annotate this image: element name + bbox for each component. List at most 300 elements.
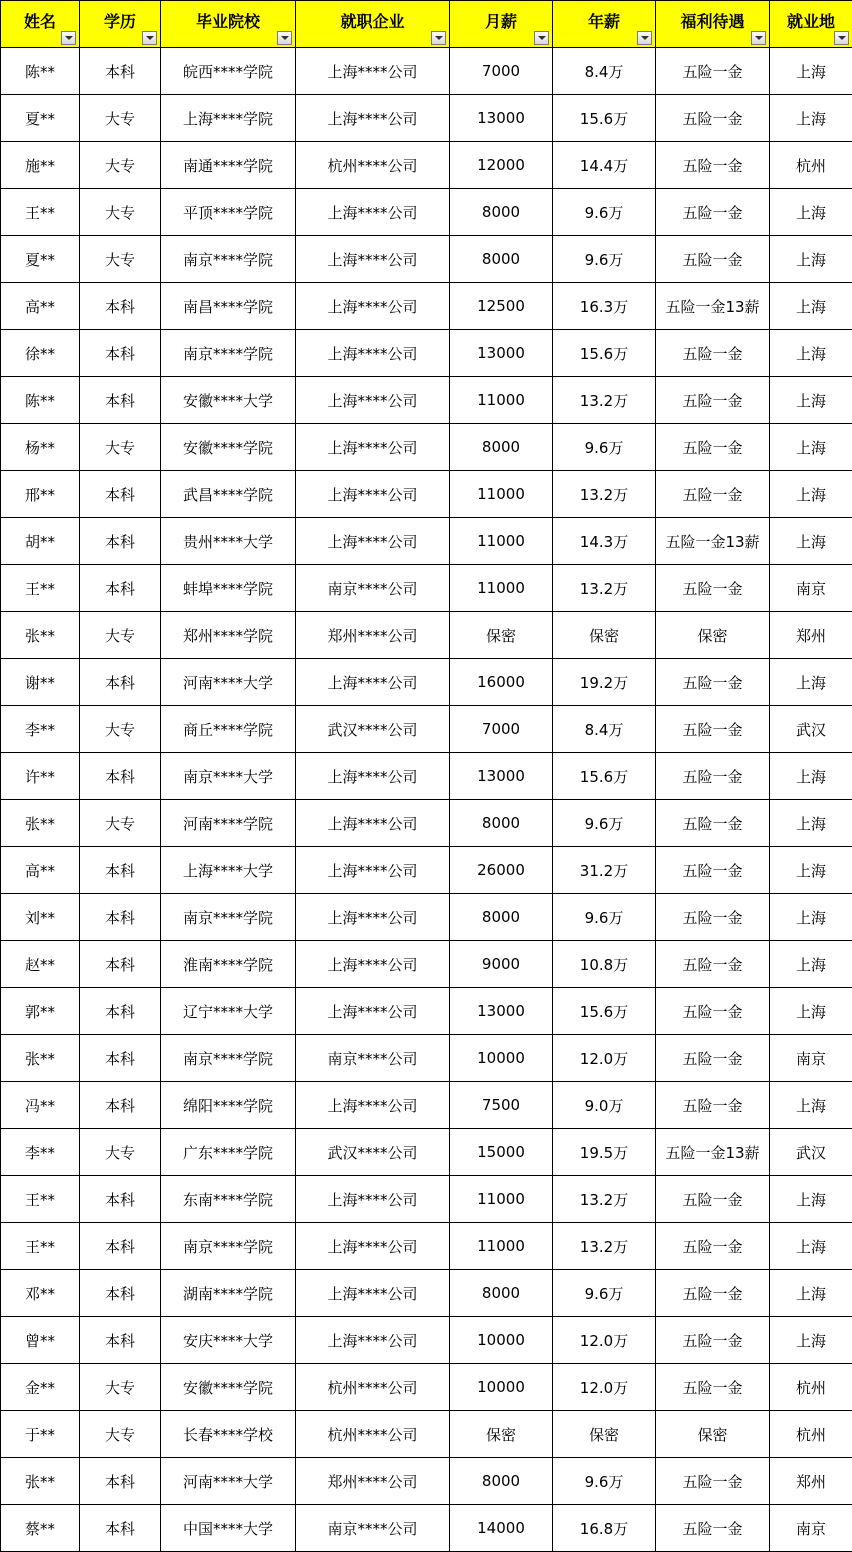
cell-company[interactable]: 武汉****公司 [296, 1129, 450, 1176]
cell-annual-salary[interactable]: 13.2万 [553, 377, 656, 424]
cell-location[interactable]: 南京 [770, 565, 852, 612]
table-row [1, 894, 852, 941]
table-row [1, 1129, 852, 1176]
cell-benefits[interactable]: 五险一金 [656, 142, 770, 189]
cell-school[interactable]: 河南****大学 [161, 1458, 296, 1505]
cell-school[interactable]: 南京****学院 [161, 1223, 296, 1270]
filter-dropdown-button[interactable] [277, 31, 292, 45]
cell-benefits[interactable]: 五险一金 [656, 1505, 770, 1552]
cell-name[interactable]: 郭** [1, 988, 80, 1035]
cell-education[interactable]: 大专 [80, 424, 161, 471]
cell-location[interactable]: 上海 [770, 424, 852, 471]
cell-monthly-salary[interactable]: 8000 [450, 894, 553, 941]
cell-monthly-salary[interactable]: 10000 [450, 1364, 553, 1411]
cell-benefits[interactable]: 五险一金 [656, 1364, 770, 1411]
cell-school[interactable]: 郑州****学院 [161, 612, 296, 659]
cell-name[interactable]: 许** [1, 753, 80, 800]
cell-school[interactable]: 武昌****学院 [161, 471, 296, 518]
cell-annual-salary[interactable]: 16.3万 [553, 283, 656, 330]
cell-education[interactable]: 本科 [80, 377, 161, 424]
cell-annual-salary[interactable]: 15.6万 [553, 330, 656, 377]
cell-location[interactable]: 郑州 [770, 1458, 852, 1505]
cell-school[interactable]: 南京****学院 [161, 236, 296, 283]
cell-name[interactable]: 李** [1, 706, 80, 753]
column-header-monthly-salary [450, 1, 553, 48]
cell-school[interactable]: 安徽****学院 [161, 424, 296, 471]
cell-monthly-salary[interactable]: 13000 [450, 753, 553, 800]
cell-annual-salary[interactable]: 16.8万 [553, 1505, 656, 1552]
cell-location[interactable]: 南京 [770, 1035, 852, 1082]
table-row [1, 471, 852, 518]
cell-name[interactable]: 李** [1, 1129, 80, 1176]
cell-school[interactable]: 南通****学院 [161, 142, 296, 189]
cell-location[interactable]: 上海 [770, 1176, 852, 1223]
cell-location[interactable]: 上海 [770, 753, 852, 800]
cell-benefits[interactable]: 五险一金 [656, 1458, 770, 1505]
cell-school[interactable]: 河南****学院 [161, 800, 296, 847]
table-row [1, 189, 852, 236]
cell-annual-salary[interactable]: 9.6万 [553, 1270, 656, 1317]
cell-benefits[interactable]: 五险一金 [656, 1035, 770, 1082]
cell-location[interactable]: 上海 [770, 471, 852, 518]
cell-annual-salary[interactable]: 8.4万 [553, 706, 656, 753]
cell-annual-salary[interactable]: 9.6万 [553, 236, 656, 283]
cell-benefits[interactable]: 五险一金 [656, 1223, 770, 1270]
table-row [1, 330, 852, 377]
cell-monthly-salary[interactable]: 13000 [450, 330, 553, 377]
cell-company[interactable]: 上海****公司 [296, 1317, 450, 1364]
cell-location[interactable]: 杭州 [770, 1364, 852, 1411]
cell-annual-salary[interactable]: 12.0万 [553, 1317, 656, 1364]
cell-monthly-salary[interactable]: 11000 [450, 565, 553, 612]
cell-location[interactable]: 上海 [770, 283, 852, 330]
cell-name[interactable]: 张** [1, 1035, 80, 1082]
cell-benefits[interactable]: 五险一金 [656, 1270, 770, 1317]
cell-company[interactable]: 杭州****公司 [296, 1411, 450, 1458]
cell-location[interactable]: 上海 [770, 377, 852, 424]
cell-location[interactable]: 上海 [770, 1223, 852, 1270]
cell-education[interactable]: 大专 [80, 189, 161, 236]
cell-education[interactable]: 本科 [80, 894, 161, 941]
cell-education[interactable]: 大专 [80, 1411, 161, 1458]
cell-location[interactable]: 上海 [770, 95, 852, 142]
cell-name[interactable]: 夏** [1, 236, 80, 283]
cell-monthly-salary[interactable]: 12000 [450, 142, 553, 189]
cell-monthly-salary[interactable]: 15000 [450, 1129, 553, 1176]
cell-monthly-salary[interactable]: 14000 [450, 1505, 553, 1552]
cell-monthly-salary[interactable]: 9000 [450, 941, 553, 988]
cell-education[interactable]: 大专 [80, 142, 161, 189]
cell-education[interactable]: 本科 [80, 471, 161, 518]
cell-company[interactable]: 上海****公司 [296, 95, 450, 142]
cell-education[interactable]: 本科 [80, 659, 161, 706]
cell-education[interactable]: 本科 [80, 988, 161, 1035]
cell-location[interactable]: 上海 [770, 941, 852, 988]
column-header-label: 就业地 [786, 11, 835, 31]
cell-monthly-salary[interactable]: 11000 [450, 1176, 553, 1223]
cell-company[interactable]: 上海****公司 [296, 1176, 450, 1223]
cell-company[interactable]: 上海****公司 [296, 283, 450, 330]
cell-monthly-salary[interactable]: 7000 [450, 48, 553, 95]
table-row [1, 1223, 852, 1270]
table-row [1, 95, 852, 142]
cell-name[interactable]: 杨** [1, 424, 80, 471]
cell-school[interactable]: 安徽****学院 [161, 1364, 296, 1411]
cell-school[interactable]: 辽宁****大学 [161, 988, 296, 1035]
cell-company[interactable]: 上海****公司 [296, 1082, 450, 1129]
cell-company[interactable]: 南京****公司 [296, 565, 450, 612]
table-row [1, 988, 852, 1035]
cell-company[interactable]: 杭州****公司 [296, 1364, 450, 1411]
cell-monthly-salary[interactable]: 保密 [450, 612, 553, 659]
cell-company[interactable]: 上海****公司 [296, 753, 450, 800]
column-header-name [1, 1, 80, 48]
cell-benefits[interactable]: 五险一金 [656, 800, 770, 847]
cell-name[interactable]: 于** [1, 1411, 80, 1458]
cell-school[interactable]: 平顶****学院 [161, 189, 296, 236]
cell-annual-salary[interactable]: 9.0万 [553, 1082, 656, 1129]
cell-benefits[interactable]: 五险一金 [656, 1176, 770, 1223]
cell-school[interactable]: 安徽****大学 [161, 377, 296, 424]
cell-annual-salary[interactable]: 9.6万 [553, 424, 656, 471]
cell-location[interactable]: 上海 [770, 894, 852, 941]
cell-school[interactable]: 湖南****学院 [161, 1270, 296, 1317]
column-header-location [770, 1, 852, 48]
cell-education[interactable]: 本科 [80, 1270, 161, 1317]
filter-dropdown-button[interactable] [834, 31, 849, 45]
cell-annual-salary[interactable]: 保密 [553, 1411, 656, 1458]
cell-annual-salary[interactable]: 19.5万 [553, 1129, 656, 1176]
cell-name[interactable]: 高** [1, 847, 80, 894]
cell-education[interactable]: 大专 [80, 1129, 161, 1176]
cell-benefits[interactable]: 五险一金 [656, 753, 770, 800]
cell-name[interactable]: 陈** [1, 377, 80, 424]
cell-monthly-salary[interactable]: 8000 [450, 1270, 553, 1317]
cell-name[interactable]: 陈** [1, 48, 80, 95]
cell-location[interactable]: 郑州 [770, 612, 852, 659]
cell-education[interactable]: 本科 [80, 1505, 161, 1552]
cell-school[interactable]: 长春****学校 [161, 1411, 296, 1458]
cell-benefits[interactable]: 五险一金 [656, 659, 770, 706]
cell-company[interactable]: 上海****公司 [296, 894, 450, 941]
cell-education[interactable]: 大专 [80, 612, 161, 659]
cell-annual-salary[interactable]: 9.6万 [553, 1458, 656, 1505]
cell-school[interactable]: 南京****学院 [161, 894, 296, 941]
cell-benefits[interactable]: 五险一金 [656, 988, 770, 1035]
cell-company[interactable]: 南京****公司 [296, 1035, 450, 1082]
cell-name[interactable]: 刘** [1, 894, 80, 941]
cell-education[interactable]: 大专 [80, 800, 161, 847]
cell-location[interactable]: 上海 [770, 330, 852, 377]
cell-name[interactable]: 张** [1, 612, 80, 659]
cell-education[interactable]: 本科 [80, 565, 161, 612]
cell-name[interactable]: 曾** [1, 1317, 80, 1364]
filter-dropdown-button[interactable] [431, 31, 446, 45]
cell-name[interactable]: 王** [1, 565, 80, 612]
table-row [1, 800, 852, 847]
cell-monthly-salary[interactable]: 8000 [450, 236, 553, 283]
cell-name[interactable]: 张** [1, 800, 80, 847]
cell-annual-salary[interactable]: 15.6万 [553, 95, 656, 142]
chevron-down-icon [755, 36, 763, 40]
cell-monthly-salary[interactable]: 11000 [450, 518, 553, 565]
cell-benefits[interactable]: 五险一金 [656, 48, 770, 95]
cell-education[interactable]: 大专 [80, 236, 161, 283]
table-row [1, 377, 852, 424]
table-row [1, 424, 852, 471]
filter-dropdown-button[interactable] [142, 31, 157, 45]
cell-school[interactable]: 南昌****学院 [161, 283, 296, 330]
cell-monthly-salary[interactable]: 11000 [450, 1223, 553, 1270]
cell-name[interactable]: 邓** [1, 1270, 80, 1317]
cell-education[interactable]: 本科 [80, 1176, 161, 1223]
table-row [1, 48, 852, 95]
cell-annual-salary[interactable]: 14.4万 [553, 142, 656, 189]
column-header-label: 姓名 [23, 11, 56, 31]
cell-name[interactable]: 夏** [1, 95, 80, 142]
cell-education[interactable]: 本科 [80, 1458, 161, 1505]
table-row [1, 1035, 852, 1082]
cell-company[interactable]: 上海****公司 [296, 189, 450, 236]
cell-annual-salary[interactable]: 19.2万 [553, 659, 656, 706]
cell-benefits[interactable]: 五险一金 [656, 330, 770, 377]
filter-dropdown-button[interactable] [637, 31, 652, 45]
table-row [1, 236, 852, 283]
cell-school[interactable]: 上海****大学 [161, 847, 296, 894]
cell-school[interactable]: 绵阳****学院 [161, 1082, 296, 1129]
cell-annual-salary[interactable]: 31.2万 [553, 847, 656, 894]
cell-benefits[interactable]: 五险一金 [656, 236, 770, 283]
cell-annual-salary[interactable]: 12.0万 [553, 1364, 656, 1411]
cell-annual-salary[interactable]: 保密 [553, 612, 656, 659]
cell-name[interactable]: 王** [1, 189, 80, 236]
cell-annual-salary[interactable]: 12.0万 [553, 1035, 656, 1082]
column-header-education [80, 1, 161, 48]
cell-benefits[interactable]: 五险一金 [656, 95, 770, 142]
cell-company[interactable]: 上海****公司 [296, 377, 450, 424]
cell-benefits[interactable]: 五险一金13薪 [656, 283, 770, 330]
cell-school[interactable]: 东南****学院 [161, 1176, 296, 1223]
cell-annual-salary[interactable]: 14.3万 [553, 518, 656, 565]
cell-annual-salary[interactable]: 13.2万 [553, 1176, 656, 1223]
cell-company[interactable]: 上海****公司 [296, 236, 450, 283]
cell-annual-salary[interactable]: 15.6万 [553, 988, 656, 1035]
cell-company[interactable]: 上海****公司 [296, 48, 450, 95]
cell-location[interactable]: 上海 [770, 659, 852, 706]
cell-education[interactable]: 本科 [80, 518, 161, 565]
cell-education[interactable]: 本科 [80, 753, 161, 800]
table-row [1, 753, 852, 800]
cell-company[interactable]: 上海****公司 [296, 518, 450, 565]
column-header-label: 就职企业 [340, 11, 405, 31]
cell-school[interactable]: 蚌埠****学院 [161, 565, 296, 612]
filter-dropdown-button[interactable] [534, 31, 549, 45]
cell-company[interactable]: 上海****公司 [296, 800, 450, 847]
cell-education[interactable]: 本科 [80, 1317, 161, 1364]
cell-school[interactable]: 商丘****学院 [161, 706, 296, 753]
cell-location[interactable]: 上海 [770, 1082, 852, 1129]
cell-name[interactable]: 胡** [1, 518, 80, 565]
cell-monthly-salary[interactable]: 10000 [450, 1035, 553, 1082]
cell-benefits[interactable]: 五险一金 [656, 565, 770, 612]
cell-monthly-salary[interactable]: 8000 [450, 424, 553, 471]
cell-location[interactable]: 杭州 [770, 142, 852, 189]
cell-school[interactable]: 安庆****大学 [161, 1317, 296, 1364]
cell-school[interactable]: 南京****大学 [161, 753, 296, 800]
cell-company[interactable]: 上海****公司 [296, 988, 450, 1035]
cell-benefits[interactable]: 五险一金 [656, 941, 770, 988]
cell-annual-salary[interactable]: 10.8万 [553, 941, 656, 988]
cell-annual-salary[interactable]: 13.2万 [553, 1223, 656, 1270]
cell-name[interactable]: 谢** [1, 659, 80, 706]
table-row [1, 659, 852, 706]
table-row [1, 142, 852, 189]
cell-school[interactable]: 上海****学院 [161, 95, 296, 142]
cell-monthly-salary[interactable]: 10000 [450, 1317, 553, 1364]
cell-education[interactable]: 大专 [80, 95, 161, 142]
column-header-company [296, 1, 450, 48]
cell-school[interactable]: 贵州****大学 [161, 518, 296, 565]
cell-education[interactable]: 本科 [80, 330, 161, 377]
cell-name[interactable]: 金** [1, 1364, 80, 1411]
cell-monthly-salary[interactable]: 12500 [450, 283, 553, 330]
column-header-label: 福利待遇 [680, 11, 745, 31]
cell-monthly-salary[interactable]: 8000 [450, 189, 553, 236]
table-row [1, 1458, 852, 1505]
cell-annual-salary[interactable]: 9.6万 [553, 800, 656, 847]
chevron-down-icon [538, 36, 546, 40]
cell-location[interactable]: 南京 [770, 1505, 852, 1552]
cell-company[interactable]: 上海****公司 [296, 659, 450, 706]
cell-name[interactable]: 施** [1, 142, 80, 189]
cell-benefits[interactable]: 五险一金 [656, 847, 770, 894]
cell-company[interactable]: 郑州****公司 [296, 612, 450, 659]
cell-benefits[interactable]: 五险一金 [656, 894, 770, 941]
chevron-down-icon [838, 36, 846, 40]
cell-benefits[interactable]: 五险一金 [656, 706, 770, 753]
cell-school[interactable]: 淮南****学院 [161, 941, 296, 988]
cell-location[interactable]: 上海 [770, 189, 852, 236]
cell-monthly-salary[interactable]: 11000 [450, 471, 553, 518]
cell-location[interactable]: 上海 [770, 236, 852, 283]
cell-location[interactable]: 上海 [770, 48, 852, 95]
cell-company[interactable]: 杭州****公司 [296, 142, 450, 189]
cell-company[interactable]: 上海****公司 [296, 847, 450, 894]
chevron-down-icon [641, 36, 649, 40]
table-row [1, 1317, 852, 1364]
cell-school[interactable]: 广东****学院 [161, 1129, 296, 1176]
cell-company[interactable]: 武汉****公司 [296, 706, 450, 753]
cell-monthly-salary[interactable]: 13000 [450, 988, 553, 1035]
table-row [1, 283, 852, 330]
cell-name[interactable]: 王** [1, 1176, 80, 1223]
cell-annual-salary[interactable]: 13.2万 [553, 565, 656, 612]
cell-name[interactable]: 赵** [1, 941, 80, 988]
cell-monthly-salary[interactable]: 8000 [450, 1458, 553, 1505]
cell-annual-salary[interactable]: 15.6万 [553, 753, 656, 800]
cell-education[interactable]: 本科 [80, 48, 161, 95]
cell-benefits[interactable]: 五险一金 [656, 189, 770, 236]
cell-monthly-salary[interactable]: 7500 [450, 1082, 553, 1129]
cell-monthly-salary[interactable]: 11000 [450, 377, 553, 424]
table-row [1, 1270, 852, 1317]
cell-location[interactable]: 上海 [770, 988, 852, 1035]
cell-name[interactable]: 高** [1, 283, 80, 330]
cell-company[interactable]: 上海****公司 [296, 424, 450, 471]
cell-company[interactable]: 郑州****公司 [296, 1458, 450, 1505]
cell-name[interactable]: 冯** [1, 1082, 80, 1129]
cell-name[interactable]: 张** [1, 1458, 80, 1505]
cell-benefits[interactable]: 五险一金13薪 [656, 518, 770, 565]
cell-monthly-salary[interactable]: 26000 [450, 847, 553, 894]
cell-annual-salary[interactable]: 9.6万 [553, 189, 656, 236]
cell-benefits[interactable]: 五险一金 [656, 1082, 770, 1129]
cell-school[interactable]: 南京****学院 [161, 330, 296, 377]
cell-name[interactable]: 王** [1, 1223, 80, 1270]
cell-benefits[interactable]: 五险一金 [656, 424, 770, 471]
cell-location[interactable]: 上海 [770, 847, 852, 894]
cell-benefits[interactable]: 保密 [656, 612, 770, 659]
cell-benefits[interactable]: 五险一金 [656, 471, 770, 518]
cell-school[interactable]: 中国****大学 [161, 1505, 296, 1552]
cell-company[interactable]: 上海****公司 [296, 941, 450, 988]
cell-annual-salary[interactable]: 9.6万 [553, 894, 656, 941]
cell-education[interactable]: 本科 [80, 1082, 161, 1129]
cell-school[interactable]: 皖西****学院 [161, 48, 296, 95]
cell-school[interactable]: 南京****学院 [161, 1035, 296, 1082]
cell-education[interactable]: 本科 [80, 1223, 161, 1270]
cell-education[interactable]: 本科 [80, 283, 161, 330]
cell-monthly-salary[interactable]: 13000 [450, 95, 553, 142]
table-row [1, 706, 852, 753]
cell-education[interactable]: 本科 [80, 1035, 161, 1082]
cell-benefits[interactable]: 五险一金13薪 [656, 1129, 770, 1176]
cell-location[interactable]: 上海 [770, 1270, 852, 1317]
filter-dropdown-button[interactable] [751, 31, 766, 45]
cell-monthly-salary[interactable]: 16000 [450, 659, 553, 706]
cell-benefits[interactable]: 五险一金 [656, 377, 770, 424]
cell-company[interactable]: 上海****公司 [296, 471, 450, 518]
cell-name[interactable]: 徐** [1, 330, 80, 377]
cell-education[interactable]: 大专 [80, 1364, 161, 1411]
cell-location[interactable]: 杭州 [770, 1411, 852, 1458]
cell-location[interactable]: 武汉 [770, 1129, 852, 1176]
cell-benefits[interactable]: 保密 [656, 1411, 770, 1458]
cell-location[interactable]: 武汉 [770, 706, 852, 753]
cell-location[interactable]: 上海 [770, 800, 852, 847]
cell-location[interactable]: 上海 [770, 518, 852, 565]
cell-annual-salary[interactable]: 8.4万 [553, 48, 656, 95]
cell-company[interactable]: 上海****公司 [296, 1270, 450, 1317]
cell-school[interactable]: 河南****大学 [161, 659, 296, 706]
cell-name[interactable]: 邢** [1, 471, 80, 518]
cell-name[interactable]: 蔡** [1, 1505, 80, 1552]
cell-education[interactable]: 本科 [80, 847, 161, 894]
cell-education[interactable]: 大专 [80, 706, 161, 753]
column-header-school [161, 1, 296, 48]
cell-monthly-salary[interactable]: 7000 [450, 706, 553, 753]
cell-location[interactable]: 上海 [770, 1317, 852, 1364]
cell-monthly-salary[interactable]: 保密 [450, 1411, 553, 1458]
cell-benefits[interactable]: 五险一金 [656, 1317, 770, 1364]
cell-annual-salary[interactable]: 13.2万 [553, 471, 656, 518]
cell-education[interactable]: 本科 [80, 941, 161, 988]
filter-dropdown-button[interactable] [61, 31, 76, 45]
cell-company[interactable]: 上海****公司 [296, 1223, 450, 1270]
cell-monthly-salary[interactable]: 8000 [450, 800, 553, 847]
cell-company[interactable]: 南京****公司 [296, 1505, 450, 1552]
cell-company[interactable]: 上海****公司 [296, 330, 450, 377]
